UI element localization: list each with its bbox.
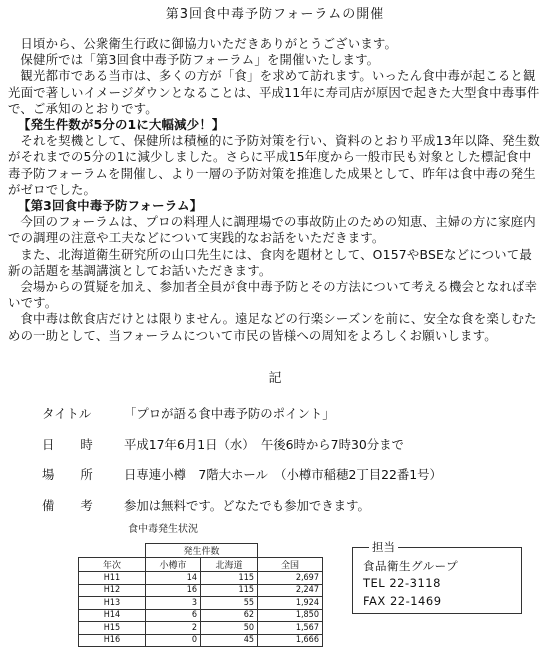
- contact-group: 食品衛生グループ: [363, 559, 459, 573]
- contact-fax: FAX 22-1469: [363, 594, 442, 608]
- table-cell: H14: [79, 609, 146, 622]
- detail-label: タイトル: [42, 406, 92, 422]
- paragraph: 日頃から、公衆衛生行政に御協力いただきありがとうございます。: [20, 36, 398, 51]
- column-header: 全国: [258, 558, 323, 572]
- paragraph: 保健所では「第3回食中毒予防フォーラム」を開催いたします。: [20, 52, 380, 68]
- paragraph: また、北海道衛生研究所の山口先生には、食肉を題材として、O157やBSEなどについて最新の話題を基調講演としてお話いただきます。: [8, 246, 532, 278]
- table-cell: 50: [201, 622, 258, 635]
- contact-box: [352, 540, 522, 614]
- contact-heading: 担当: [369, 539, 398, 555]
- table-corner: [79, 544, 146, 558]
- detail-row-notes: [42, 490, 542, 521]
- section-heading: 【発生件数が5分の1に大幅減少！】: [18, 117, 225, 133]
- detail-label: 日時: [42, 436, 119, 452]
- table-cell: 2,247: [258, 584, 323, 597]
- body-text: [8, 36, 543, 344]
- section-heading: 【第3回食中毒予防フォーラム】: [18, 198, 203, 214]
- table-cell: 115: [201, 584, 258, 597]
- table-cell: 62: [201, 609, 258, 622]
- table-cell: H11: [79, 572, 146, 585]
- table-row: [79, 597, 323, 610]
- table-row: [79, 634, 323, 647]
- contact-tel: TEL 22-3118: [363, 576, 441, 590]
- table-cell: 2,697: [258, 572, 323, 585]
- table-cell: 0: [146, 634, 201, 647]
- table-cell: H16: [79, 634, 146, 647]
- paragraph: 観光都市である当市は、多くの方が「食」を求めて訪れます。いったん食中毒が起こると観光面で著しいイメージダウンとなることは、平成11年に寿司店が原因で起きた大型食中毒事件で、ご承知のとおりです。: [8, 68, 540, 116]
- table-cell: 1,850: [258, 609, 323, 622]
- table-row: [79, 609, 323, 622]
- detail-row-title: [42, 398, 542, 429]
- table-cell: 45: [201, 634, 258, 647]
- paragraph: 会場からの質疑を加え、参加者全員が食中毒予防とその方法について考える機会となれば幸いです。: [8, 279, 538, 311]
- detail-label: 場所: [42, 467, 119, 483]
- detail-label: 備考: [42, 497, 119, 513]
- table-cell: 3: [146, 597, 201, 610]
- table-cell: 16: [146, 584, 201, 597]
- table-title: 食中毒発生状況: [128, 524, 198, 535]
- column-header: 小樽市: [146, 558, 201, 572]
- paragraph: 食中毒は飲食店だけとは限りません。遠足などの行楽シーズンを前に、安全な食を楽しむための一助として、当フォーラムについて市民の皆様への周知をよろしくお願いします。: [8, 311, 537, 343]
- ki-heading: 記: [268, 371, 282, 386]
- table-cell: 1,666: [258, 634, 323, 647]
- table-cell: 1,567: [258, 622, 323, 635]
- page-title: 第3回食中毒予防フォーラムの開催: [165, 7, 385, 22]
- food-poisoning-table: [78, 543, 323, 647]
- detail-row-venue: [42, 459, 542, 490]
- table-row: [79, 584, 323, 597]
- paragraph: それを契機として、保健所は積極的に予防対策を行い、資料のとおり平成13年以降、発生数がそれまでの5分の1に減少しました。さらに平成15年度から一般市民も対象とした標記食中毒予防フォーラムを開催し、より一層の予防対策を推進した成果として、昨年は食中毒の発生がゼロでした。: [8, 133, 540, 197]
- table-cell: H15: [79, 622, 146, 635]
- detail-row-datetime: [42, 429, 542, 460]
- table-cell: 1,924: [258, 597, 323, 610]
- column-header: 北海道: [201, 558, 258, 572]
- detail-value: 「プロが語る食中毒予防のポイント」: [124, 406, 335, 422]
- table-cell: 55: [201, 597, 258, 610]
- table-cell: 14: [146, 572, 201, 585]
- table-header-row: [79, 544, 323, 558]
- column-header: 年次: [79, 558, 146, 572]
- event-details: [42, 398, 542, 520]
- paragraph: 今回のフォーラムは、プロの料理人に調理場での事故防止のための知恵、主婦の方に家庭内での調理の注意や工夫などについて実践的なお話をいただきます。: [8, 214, 536, 246]
- table-corner: [258, 544, 323, 558]
- detail-value: 平成17年6月1日（水） 午後6時から7時30分まで: [124, 436, 404, 452]
- table-row: [79, 572, 323, 585]
- table-cell: 6: [146, 609, 201, 622]
- detail-value: 日専連小樽 7階大ホール （小樽市稲穂2丁目22番1号）: [124, 467, 442, 483]
- table-header-row: [79, 558, 323, 572]
- table-cell: 115: [201, 572, 258, 585]
- table-cell: H13: [79, 597, 146, 610]
- detail-value: 参加は無料です。どなたでも参加できます。: [124, 497, 370, 513]
- table-cell: H12: [79, 584, 146, 597]
- table-cell: 2: [146, 622, 201, 635]
- table-row: [79, 622, 323, 635]
- group-header: 発生件数: [146, 544, 258, 558]
